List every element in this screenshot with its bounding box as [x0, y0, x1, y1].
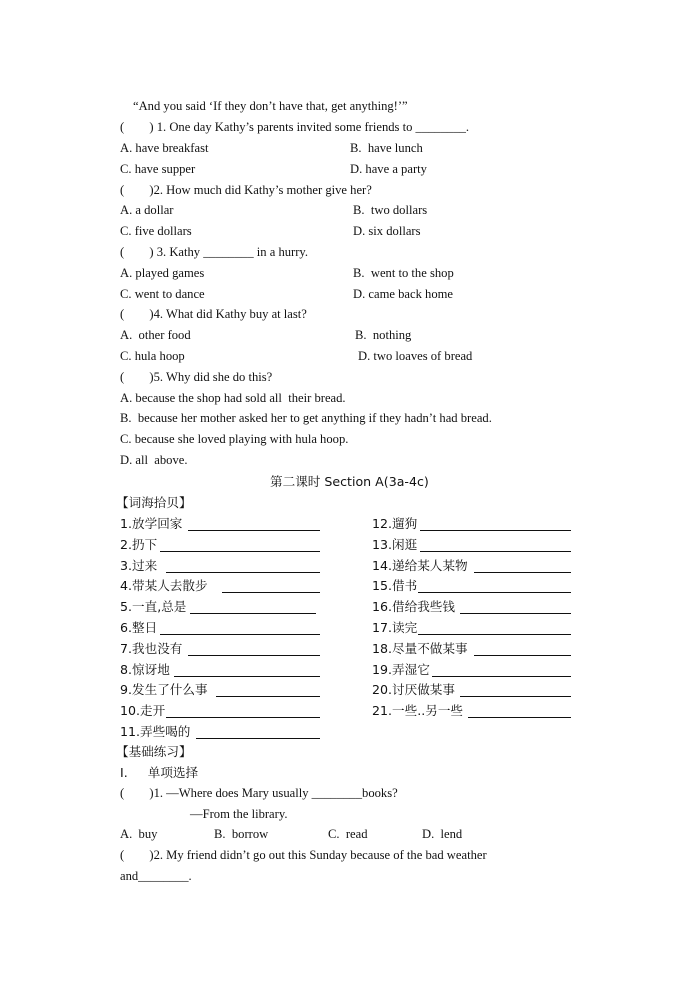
question-2-stem: ( )2. How much did Kathy’s mother give her?	[120, 183, 372, 197]
answer-blank[interactable]	[174, 676, 320, 677]
question-2-option-d: D. six dollars	[353, 224, 421, 238]
question-4-stem: ( )4. What did Kathy buy at last?	[120, 307, 307, 321]
answer-blank[interactable]	[166, 572, 320, 573]
answer-blank[interactable]	[474, 572, 571, 573]
question-5-option-d: D. all above.	[120, 453, 188, 467]
answer-blank[interactable]	[460, 696, 571, 697]
vocab-item: 20.讨厌做某事	[372, 682, 455, 697]
answer-blank[interactable]	[222, 592, 320, 593]
question-3-option-b: B. went to the shop	[353, 266, 454, 280]
answer-blank[interactable]	[432, 676, 571, 677]
answer-blank[interactable]	[160, 634, 320, 635]
answer-blank[interactable]	[468, 717, 571, 718]
vocab-item: 4.带某人去散步	[120, 578, 208, 593]
answer-blank[interactable]	[460, 613, 571, 614]
vocab-item: 13.闲逛	[372, 537, 418, 552]
question-4-option-b: B. nothing	[355, 328, 412, 342]
vocab-item: 10.走开	[120, 703, 166, 718]
question-3-option-d: D. came back home	[353, 287, 454, 301]
vocab-item: 8.惊讶地	[120, 662, 170, 677]
question-2-option-a: A. a dollar	[120, 203, 174, 217]
question-2-option-c: C. five dollars	[120, 224, 192, 238]
question-3-stem: ( ) 3. Kathy ________ in a hurry.	[120, 245, 309, 259]
answer-blank[interactable]	[420, 551, 571, 552]
answer-blank[interactable]	[190, 613, 316, 614]
question-4-option-d: D. two loaves of bread	[358, 349, 473, 363]
question-1-option-d: D. have a party	[350, 162, 427, 176]
answer-blank[interactable]	[418, 592, 571, 593]
mc-1-option-c: C. read	[328, 827, 368, 841]
question-5-option-b: B. because her mother asked her to get anything if they hadn’t had bread.	[120, 411, 492, 425]
answer-blank[interactable]	[216, 696, 320, 697]
lesson-title: 第二课时 Section A(3a-4c)	[270, 474, 429, 489]
quote-line: “And you said ‘If they don’t have that, get anything!’”	[133, 99, 408, 113]
answer-blank[interactable]	[160, 551, 320, 552]
mc-1-option-d: D. lend	[422, 827, 463, 841]
mc-1-stem: ( )1. —Where does Mary usually ________books?	[120, 786, 398, 800]
vocab-item: 5.一直,总是	[120, 599, 187, 614]
answer-blank[interactable]	[188, 655, 320, 656]
question-4-option-a: A. other food	[120, 328, 191, 342]
vocab-item: 9.发生了什么事	[120, 682, 208, 697]
vocab-item: 7.我也没有	[120, 641, 183, 656]
vocab-item: 15.借书	[372, 578, 418, 593]
answer-blank[interactable]	[474, 655, 571, 656]
vocab-item: 17.读完	[372, 620, 418, 635]
basic-heading: 【基础练习】	[116, 744, 192, 759]
mc-1-option-b: B. borrow	[214, 827, 269, 841]
answer-blank[interactable]	[166, 717, 320, 718]
answer-blank[interactable]	[420, 530, 571, 531]
vocab-item: 2.扔下	[120, 537, 158, 552]
answer-blank[interactable]	[196, 738, 320, 739]
mc-1-option-a: A. buy	[120, 827, 158, 841]
question-1-stem: ( ) 1. One day Kathy’s parents invited some friends to ________.	[120, 120, 470, 134]
question-1-option-a: A. have breakfast	[120, 141, 209, 155]
vocab-heading: 【词海拾贝】	[116, 495, 192, 510]
question-1-option-c: C. have supper	[120, 162, 196, 176]
vocab-item: 19.弄湿它	[372, 662, 430, 677]
mc-2-stem: ( )2. My friend didn’t go out this Sunday because of the bad weather	[120, 848, 487, 862]
vocab-item: 14.递给某人某物	[372, 558, 468, 573]
answer-blank[interactable]	[188, 530, 320, 531]
vocab-item: 6.整日	[120, 620, 158, 635]
vocab-item: 21.一些..另一些	[372, 703, 464, 718]
question-4-option-c: C. hula hoop	[120, 349, 185, 363]
vocab-item: 11.弄些喝的	[120, 724, 191, 739]
vocab-item: 16.借给我些钱	[372, 599, 455, 614]
question-5-stem: ( )5. Why did she do this?	[120, 370, 273, 384]
question-3-option-c: C. went to dance	[120, 287, 205, 301]
question-2-option-b: B. two dollars	[353, 203, 428, 217]
answer-blank[interactable]	[418, 634, 571, 635]
vocab-item: 3.过来	[120, 558, 158, 573]
question-1-option-b: B. have lunch	[350, 141, 423, 155]
vocab-item: 1.放学回家	[120, 516, 183, 531]
vocab-item: 18.尽量不做某事	[372, 641, 468, 656]
section-one-title: I. 单项选择	[120, 765, 199, 780]
question-5-option-a: A. because the shop had sold all their bread.	[120, 391, 346, 405]
mc-2-continuation: and________.	[120, 869, 192, 883]
mc-1-reply: —From the library.	[190, 807, 288, 821]
question-5-option-c: C. because she loved playing with hula hoop.	[120, 432, 349, 446]
vocab-item: 12.遛狗	[372, 516, 418, 531]
question-3-option-a: A. played games	[120, 266, 205, 280]
